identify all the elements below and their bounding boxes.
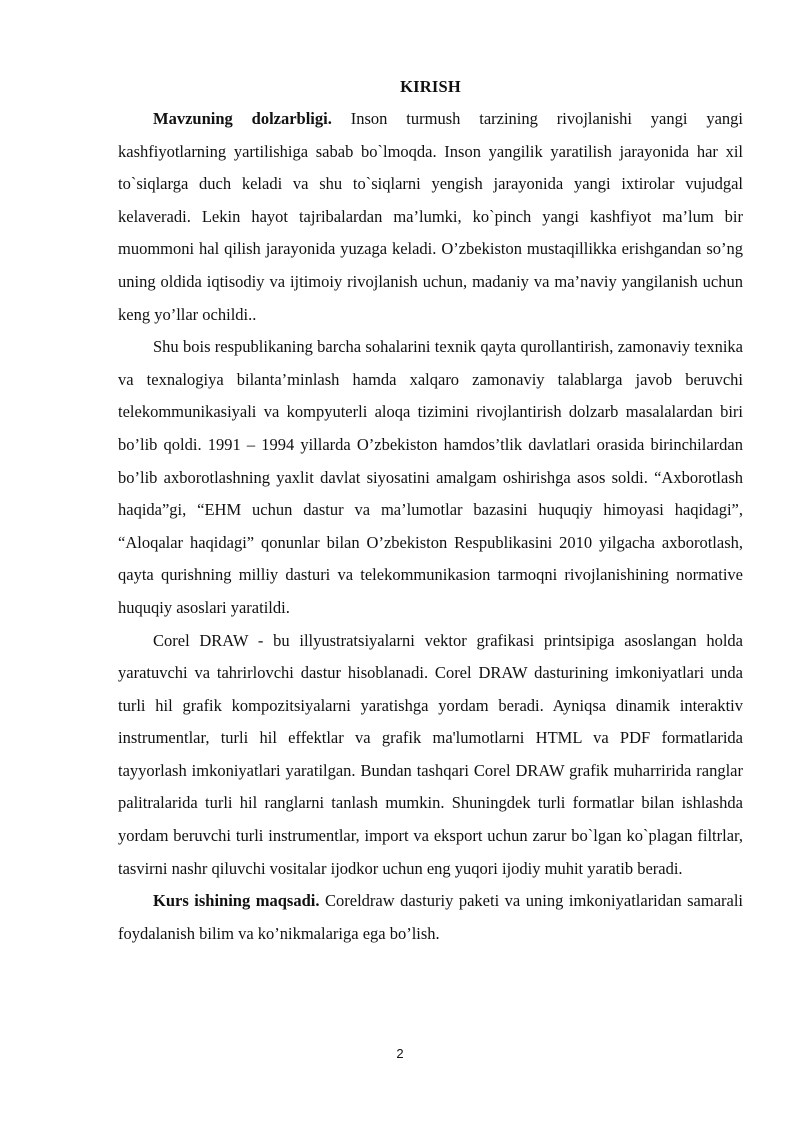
paragraph-coreldraw xyxy=(118,625,743,886)
paragraph-relevance xyxy=(118,103,743,331)
paragraph-goal xyxy=(118,885,743,950)
paragraph-context xyxy=(118,331,743,624)
paragraph-text: Coreldraw dasturiy paketi va uning imkoniyatlaridan samarali foydalanish bilim va ko’nikmalariga ega bo’lish. xyxy=(118,891,743,943)
paragraph-text: Corel DRAW - bu illyustratsiyalarni vektor grafikasi printsipiga asoslangan holda yaratuvchi va tahrirlovchi dastur hisoblanadi. Corel DRAW dasturining imkoniyatlari unda turli hil grafik kompozitsiyalarni yaratishga yordam beradi. Ayniqsa dinamik interaktiv instrumentlar, turli hil effektlar va grafik ma'lumotlarni HTML va PDF formatlarida tayyorlash imkoniyatlari yaratilgan. Bundan tashqari Corel DRAW grafik muharririda ranglar palitralarida turli hil ranglarni tanlash mumkin. Shuningdek turli formatlar bilan ishlashda yordam beruvchi turli instrumentlar, import va eksport uchun zarur bo`lgan ko`plagan filtrlar, tasvirni nashr qiluvchi vositalar ijodkor uchun eng yuqori ijodiy muhit yaratib beradi. xyxy=(118,630,743,878)
paragraph-lead: Mavzuning dolzarbligi. xyxy=(153,109,332,128)
document-page xyxy=(118,74,743,950)
paragraph-lead: Kurs ishining maqsadi. xyxy=(153,891,320,911)
paragraph-text: Shu bois respublikaning barcha sohalarini texnik qayta qurollantirish, zamonaviy texnika va texnalogiya bilanta’minlash hamda xalqaro zamonaviy talablarga javob beruvchi telekommunikasiyali va kompyuterli aloqa tizimini rivojlantirish dolzarb masalalardan biri bo’lib qoldi. 1991 – 1994 yillarda O’zbekiston hamdos’tlik davlatlari orasida birinchilardan bo’lib axborotlashning yaxlit davlat siyosatini amalgam oshirishga asos soldi. “Axborotlash haqida”gi, “EHM uchun dastur va ma’lumotlar bazasini huquqiy himoyasi haqidagi”, “Aloqalar haqidagi” qonunlar bilan O’zbekiston Respublikasini 2010 yilgacha axborotlash, qayta qurishning milliy dasturi va telekommunikasion tarmoqni rivojlanishining normative huquqiy asoslari yaratildi. xyxy=(118,337,743,617)
section-heading: KIRISH xyxy=(400,77,461,96)
paragraph-text: Inson turmush tarzining rivojlanishi yangi yangi kashfiyotlarning yartilishiga sabab bo`lmoqda. Inson yangilik yaratilish jarayonida har xil to`siqlarga duch keladi va shu to`siqlarni yengish jarayonida yangi ixtirolar vujudgal kelaveradi. Lekin hayot tajribalardan ma’lumki, ko`pinch yangi kashfiyot ma’lum bir muommoni hal qilish jarayonida yuzaga keladi. O’zbekiston mustaqillikka erishgandan so’ng uning oldida iqtisodiy va ijtimoiy rivojlanish uchun, madaniy va ma’naviy yangilanish uchun keng yo’llar ochildi.. xyxy=(118,109,743,324)
page-number: 2 xyxy=(396,1046,404,1061)
